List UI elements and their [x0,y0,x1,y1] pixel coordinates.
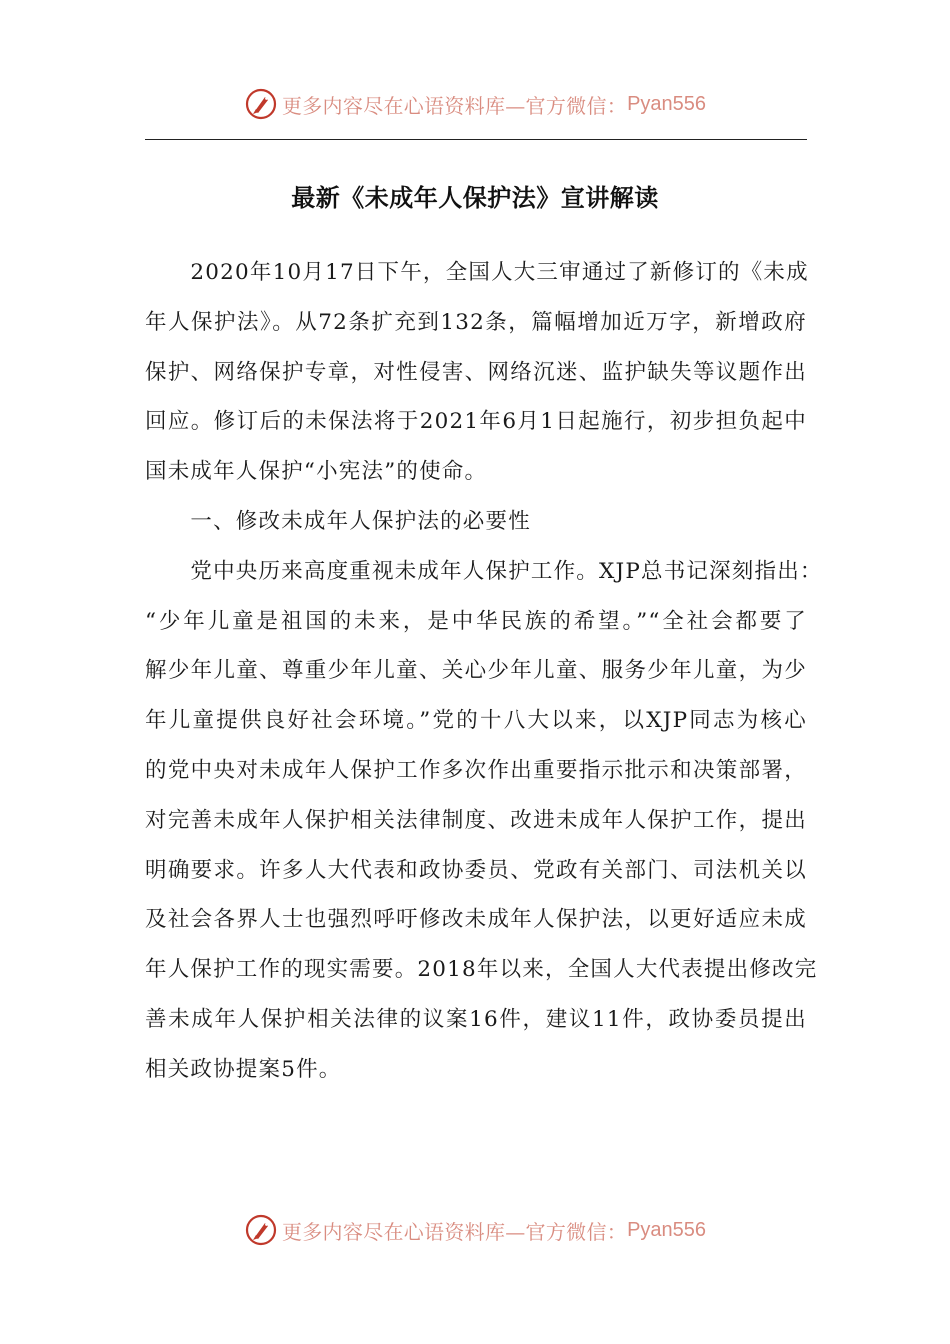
body-line: 对完善未成年人保护相关法律制度、改进未成年人保护工作，提出 [145,807,807,833]
pen-nib-logo-icon [244,1213,278,1247]
section-heading: 一、修改未成年人保护法的必要性 [145,508,531,534]
body-line: 国未成年人保护“小宪法”的使命。 [145,459,488,485]
header-divider [145,139,807,140]
header-banner [0,82,950,126]
body-line: “少年儿童是祖国的未来，是中华民族的希望。”“全社会都要了 [145,608,807,634]
body-line: 善未成年人保护相关法律的议案16件，建议11件，政协委员提出 [145,1006,807,1032]
pen-nib-logo-icon [244,87,278,121]
body-line: 解少年儿童、尊重少年儿童、关心少年儿童、服务少年儿童，为少 [145,658,807,684]
body-line: 及社会各界人士也强烈呼吁修改未成年人保护法，以更好适应未成 [145,907,807,933]
header-banner-wechat-id: Pyan556 [627,92,707,115]
body-line: 2020年10月17日下午，全国人大三审通过了新修订的《未成 [145,260,809,285]
body-line: 回应。修订后的未保法将于2021年6月1日起施行，初步担负起中 [145,409,807,435]
body-line: 明确要求。许多人大代表和政协委员、党政有关部门、司法机关以 [145,857,807,883]
footer-banner-wechat-id: Pyan556 [627,1218,707,1241]
header-banner-text: 更多内容尽在心语资料库—官方微信： [281,93,628,118]
footer-banner-text: 更多内容尽在心语资料库—官方微信： [281,1219,628,1244]
document-title: 最新《未成年人保护法》宣讲解读 [291,184,659,212]
body-line: 保护、网络保护专章，对性侵害、网络沉迷、监护缺失等议题作出 [145,359,807,385]
document-body [145,248,823,1095]
body-line: 年儿童提供良好社会环境。”党的十八大以来，以XJP同志为核心 [145,708,807,734]
body-line: 的党中央对未成年人保护工作多次作出重要指示批示和决策部署， [145,757,807,783]
body-line: 相关政协提案5件。 [145,1056,342,1082]
footer-banner [0,1208,950,1252]
body-line: 党中央历来高度重视未成年人保护工作。XJP总书记深刻指出： [145,558,823,584]
body-line: 年人保护法》。从72条扩充到132条，篇幅增加近万字，新增政府 [145,309,807,335]
body-line: 年人保护工作的现实需要。2018年以来，全国人大代表提出修改完 [145,957,818,983]
